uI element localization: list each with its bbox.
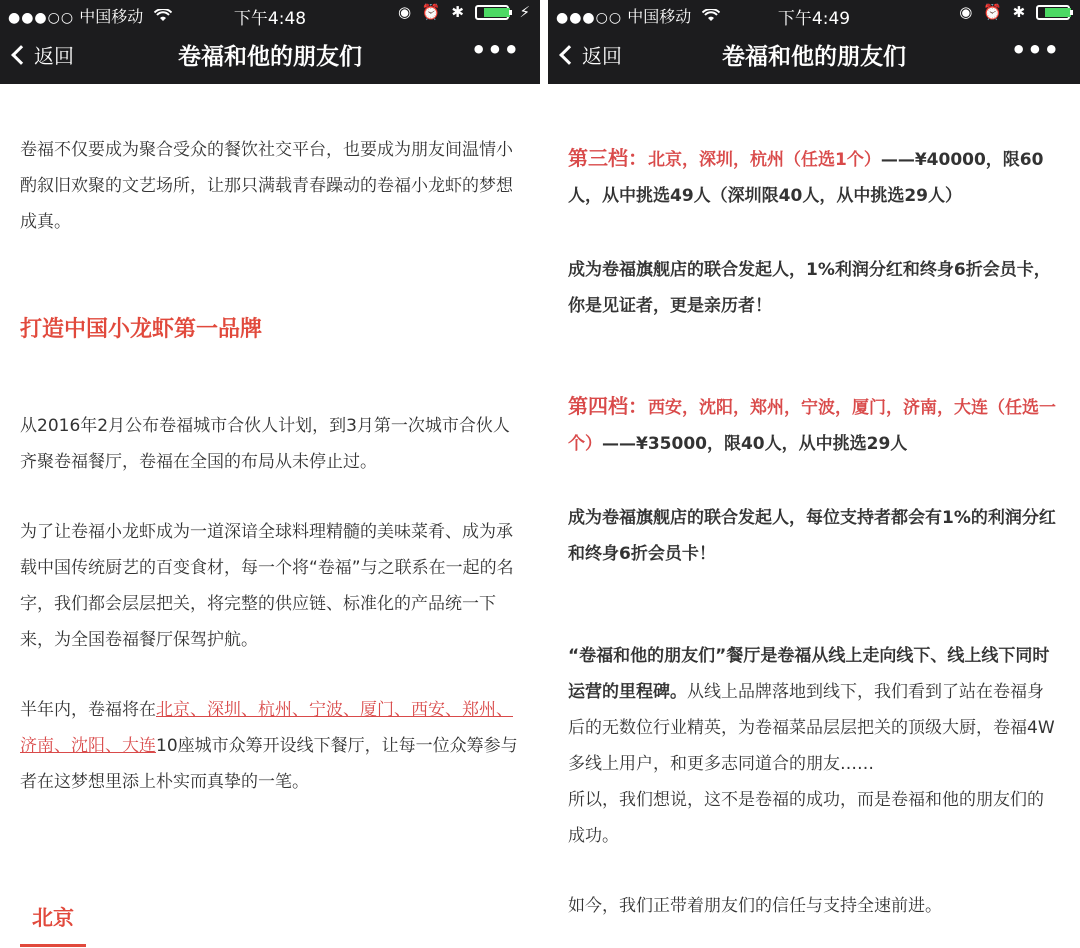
status-bar [0,0,540,28]
orientation-lock-icon: ◉ [959,3,973,21]
signal-icon: ●●●○○ [556,10,623,26]
carrier-label: 中国移动 [627,7,692,26]
tier4-description: 成为卷福旗舰店的联合发起人，每位支持者都会有1%的利润分红和终身6折会员卡！ [568,508,1056,564]
battery-icon [1036,5,1070,20]
divider [540,0,548,948]
status-time: 下午4:49 [777,9,851,29]
status-time: 下午4:48 [233,9,307,29]
top-bar [548,0,1080,84]
tier3-price: ——¥40000，限60人，从中挑选49人（深圳限40人，从中挑选29人） [568,150,1044,206]
orientation-lock-icon: ◉ [397,3,412,21]
tier3-title [568,140,1060,214]
milestone-bold: “卷福和他的朋友们”餐厅是卷福从线上走向线下、线上线下同时运营的里程碑。 [568,646,1050,702]
tier3-cities: 北京，深圳，杭州（任选1个） [648,150,881,170]
tier4-cities: 西安，沈阳，郑州，宁波，厦门，济南，大连（任选一个） [568,398,1056,454]
charging-icon: ⚡ [519,3,530,21]
alarm-icon: ⏰ [421,3,441,21]
more-options-icon[interactable]: ••• [470,36,520,64]
top-bar [0,0,540,84]
back-label: 返回 [582,44,622,68]
cities-paragraph: 半年内，卷福将在北京、深圳、杭州、宁波、厦门、西安、郑州、济南、沈阳、大连10座城市众筹开设线下餐厅，让每一位众筹参与者在这梦想里添上朴实而真挚的一笔。 [20,700,518,792]
tier3-description: 成为卷福旗舰店的联合发起人，1%利润分红和终身6折会员卡，你是见证者，更是亲历者！ [568,260,1051,316]
nav-bar [548,28,1080,84]
history-paragraph: 从2016年2月公布卷福城市合伙人计划，到3月第一次城市合伙人齐聚卷福餐厅，卷福在全国的布局从未停止过。 [20,416,510,472]
battery-icon [475,5,509,20]
tier3-label: 第三档： [568,146,648,170]
bluetooth-icon: ✱ [1012,3,1026,21]
article-content [548,84,1080,924]
success-paragraph: 所以，我们想说，这不是卷福的成功，而是卷福和他的朋友们的成功。 [568,790,1044,846]
page-title: 卷福和他的朋友们 [178,44,362,70]
more-options-icon[interactable]: ••• [1010,36,1060,64]
page-title: 卷福和他的朋友们 [722,44,906,70]
nav-bar [0,28,540,84]
status-bar [548,0,1080,28]
tier4-label: 第四档： [568,394,648,418]
closing-paragraph: 如今，我们正带着朋友们的信任与支持全速前进。 [568,896,942,916]
back-label: 返回 [34,44,74,68]
intro-paragraph: 卷福不仅要成为聚合受众的餐饮社交平台，也要成为朋友间温情小酌叙旧欢聚的文艺场所，让那只满载青春躁动的卷福小龙虾的梦想成真。 [20,140,513,232]
quality-paragraph: 为了让卷福小龙虾成为一道深谙全球料理精髓的美味菜肴、成为承载中国传统厨艺的百变食材，每一个将“卷福”与之联系在一起的名字，我们都会层层把关，将完整的供应链、标准化的产品统一下来，为全国卷福餐厅保驾护航。 [20,522,514,650]
bluetooth-icon: ✱ [451,3,464,21]
signal-icon: ●●●○○ [8,10,75,26]
alarm-icon: ⏰ [983,3,1002,21]
cities-link[interactable]: 北京、深圳、杭州、宁波、厦门、西安、郑州、济南、沈阳、大连 [20,700,513,756]
milestone-paragraph: “卷福和他的朋友们”餐厅是卷福从线上走向线下、线上线下同时运营的里程碑。从线上品牌落地到线下，我们看到了站在卷福身后的无数位行业精英，为卷福菜品层层把关的顶级大厨，卷福4W多线上用户，和更多志同道合的朋友…… [568,646,1055,774]
section-heading: 打造中国小龙虾第一品牌 [20,317,263,342]
article-content [0,84,540,947]
city-tab-beijing[interactable]: 北京 [20,900,86,947]
right-screen [548,0,1080,948]
tier4-title [568,388,1060,462]
tier4-price: ——¥35000，限40人，从中挑选29人 [602,434,908,454]
carrier-label: 中国移动 [79,7,144,26]
